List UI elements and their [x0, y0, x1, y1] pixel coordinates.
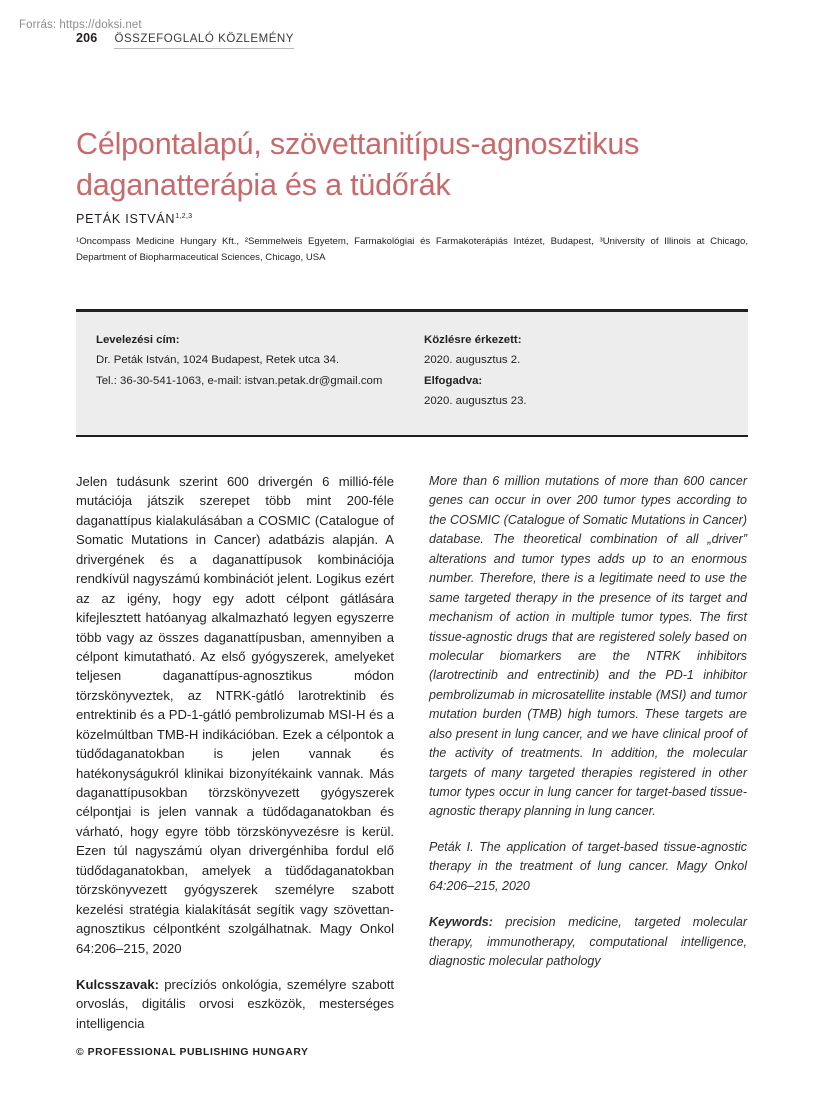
affiliations: ¹Oncompass Medicine Hungary Kft., ²Semmelweis Egyetem, Farmakológiai és Farmakoterápiás Intézet, Budapest, ³University of Illinois at Chicago, Department of Biopharmaceutical Sciences, Chicago, USA: [76, 236, 748, 263]
abstract-english-body: More than 6 million mutations of more than 600 cancer genes can occur in over 200 tumor types according to the COSMIC (Catalogue of Somatic Mutations in Cancer) database. The theoretical combination of all „driver” alterations and tumor types adds up to an enormous number. Therefore, there is a legitimate need to use the same targeted therapy in the presence of its target and mechanism of action in multiple tumor types. The first tissue-agnostic drugs that are registered solely based on molecular biomarkers are the NTRK inhibitors (larotrectinib and entrectinib) and the PD-1 inhibitor pembrolizumab in microsatellite instable (MSI) and tumor mutation burden (TMB) high tumors. These targets are also present in lung cancer, and we have clinical proof of the activity of treatments. In addition, the molecular targets of many targeted therapies registered in other tumor types occur in lung cancer for target-based tissue-agnostic therapy planning in lung cancer.: [429, 474, 747, 819]
correspondence-dates-column: [424, 330, 748, 411]
correspondence-box: [76, 312, 748, 435]
keywords-english: [429, 913, 747, 971]
source-watermark: Forrás: https://doksi.net: [19, 19, 142, 31]
correspondence-address-label: Levelezési cím:: [96, 334, 180, 346]
author-affiliation-marks: 1,2,3: [175, 211, 193, 220]
section-label: ÖSSZEFOGLALÓ KÖZLEMÉNY: [114, 33, 294, 49]
correspondence-address-column: [76, 330, 424, 411]
keywords-hungarian: [76, 975, 394, 1033]
keywords-english-label: Keywords:: [429, 915, 493, 930]
keywords-hungarian-label: Kulcsszavak:: [76, 976, 159, 992]
keywords-english-list: precision medicine, targeted molecular therapy, immunotherapy, computational intelligence, diagnostic molecular pathology: [429, 915, 747, 969]
abstract-hungarian: [76, 472, 394, 1033]
running-head: [76, 31, 294, 49]
correspondence-block: [76, 309, 748, 437]
accepted-date: 2020. augusztus 23.: [424, 394, 527, 407]
abstract-area: [76, 472, 748, 1033]
accepted-label: Elfogadva:: [424, 374, 483, 387]
keywords-hungarian-list: precíziós onkológia, személyre szabott orvoslás, digitális orvosi eszközök, mesterséges intelligencia: [76, 976, 394, 1031]
abstract-hungarian-body: Jelen tudásunk szerint 600 drivergén 6 millió-féle mutációja játszik szerepet több mint 200-féle daganattípus kialakulásában a COSMIC (Catalogue of Somatic Mutations in Cancer) adatbázis alapján. A drivergének és a daganattípusok kombinációja rendkívül nagyszámú kombinációt jelent. Logikus ezért az az igény, hogy egy adott célpont gátlására kifejlesztett hatóanyag alkalmazható legyen egyszerre több vagy az összes daganattípusban, amennyiben a célpont kimutatható. Az első gyógyszerek, amelyeket teljesen daganattípus-agnosztikus módon törzskönyveztek, az NTRK-gátló larotrektinib és entrektinib és a PD-1-gátló pembrolizumab MSI-H és a közelmúltban TMB-H indikációban. Ezek a célpontok a tüdődaganatokban is jelen vannak és hatékonyságukról klinikai bizonyítékaink vannak. Más daganattípusokban törzskönyvezett gyógyszerek célpontjai is jelen vannak a tüdődaganatokban és várható, hogy egyre több törzskönyvezésre is kerül. Ezen túl nagyszámú olyan drivergénhiba fordul elő tüdődaganatokban, amelyek a tüdődaganatokban törzskönyvezett gyógyszerek személyre szabott kezelési stratégia kialakítását segítik vagy szövettan-agnosztikus célpontként szolgálhatnak. Magy Onkol 64:206–215, 2020: [76, 474, 394, 956]
page-number: 206: [76, 31, 98, 45]
author-name: [76, 211, 192, 226]
received-date: 2020. augusztus 2.: [424, 354, 521, 367]
rule-bottom: [76, 435, 748, 436]
citation-english: Peták I. The application of target-based tissue-agnostic therapy in the treatment of lung cancer. Magy Onkol 64:206–215, 2020: [429, 839, 747, 893]
author-name-text: PETÁK ISTVÁN: [76, 212, 176, 227]
page-title: Célpontalapú, szövettanitípus-agnosztikus daganatterápia és a tüdőrák: [76, 127, 640, 202]
abstract-english: [429, 472, 747, 1033]
correspondence-address-line-2: Tel.: 36-30-541-1063, e-mail: istvan.petak.dr@gmail.com: [96, 374, 383, 387]
correspondence-address-line-1: Dr. Peták István, 1024 Budapest, Retek utca 34.: [96, 354, 340, 367]
received-label: Közlésre érkezett:: [424, 334, 522, 346]
footer-copyright: © PROFESSIONAL PUBLISHING HUNGARY: [76, 1047, 309, 1058]
